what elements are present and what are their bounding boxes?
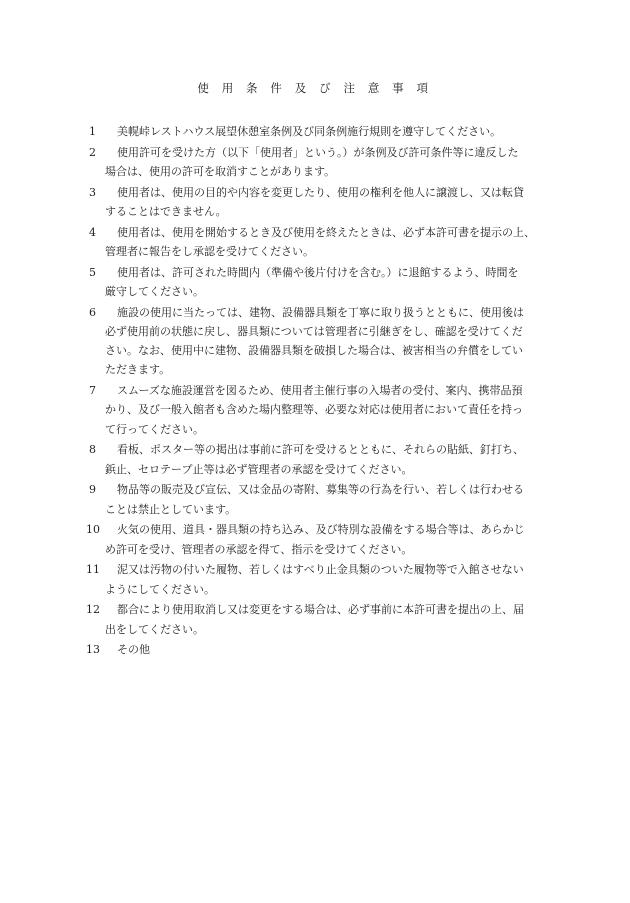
item-text-line: 使用者は、許可された時間内（準備や後片付けを含む。）に退館するよう、時間を <box>117 265 519 279</box>
item-number: 9 <box>89 483 96 497</box>
item-text-line: 物品等の販売及び宣伝、又は金品の寄附、募集等の行為を行い、若しくは行わせる <box>117 483 524 497</box>
list-item <box>0 560 630 598</box>
list-item <box>0 223 630 261</box>
item-text-line: 泥又は汚物の付いた履物、若しくはすべり止金具類のついた履物等で入館させない <box>117 563 524 577</box>
item-text <box>105 600 557 638</box>
item-text-line: その他 <box>117 643 150 657</box>
item-text-line: 必ず使用前の状態に戻し、器具類については管理者に引継ぎをし、確認を受けてくだ <box>105 325 523 338</box>
item-text-line: 看板、ポスター等の掲出は事前に許可を受けるとともに、それらの貼紙、釘打ち、 <box>117 443 524 457</box>
list-item <box>0 520 630 558</box>
item-text-line: 管理者に報告をし承認を受けてください。 <box>105 245 314 258</box>
item-number: 11 <box>86 563 100 577</box>
item-number: 4 <box>89 225 96 239</box>
item-text-line: ただきます。 <box>105 363 171 377</box>
item-text-line: さい。なお、使用中に建物、設備器具類を破損した場合は、被害相当の弁償をしてい <box>105 344 523 358</box>
item-text-line: 火気の使用、道具・器具類の持ち込み、及び特別な設備をする場合等は、あらかじ <box>117 523 525 537</box>
list-item <box>0 381 630 439</box>
item-text <box>105 560 557 598</box>
item-text-line: 場合は、使用の許可を取消すことがあります。 <box>105 165 336 178</box>
list-item <box>0 183 630 221</box>
item-text <box>105 381 557 439</box>
list-item <box>0 440 630 478</box>
item-text-line: ようにしてください。 <box>105 582 215 596</box>
page-title: 使 用 条 件 及 び 注 意 事 項 <box>197 81 433 95</box>
list-item <box>0 122 630 141</box>
item-number: 10 <box>86 523 100 537</box>
list-item <box>0 600 630 638</box>
item-text <box>105 440 557 478</box>
item-number: 1 <box>89 125 96 138</box>
item-text <box>105 143 557 181</box>
list-item <box>0 263 630 301</box>
item-text-line: 使用許可を受けた方（以下「使用者」という。）が条例及び許可条件等に違反した <box>117 145 519 159</box>
item-text-line: かり、及び一般入館者も含めた場内整理等、必要な対応は使用者において責任を持っ <box>105 403 523 417</box>
item-number: 5 <box>89 265 96 279</box>
item-text <box>105 303 557 380</box>
item-text-line: 厳守してください。 <box>105 285 204 298</box>
item-text-line: することはできません。 <box>105 205 227 218</box>
item-text-line: スムーズな施設運営を図るため、使用者主催行事の入場者の受付、案内、携帯品預 <box>117 384 523 398</box>
item-text-line: め許可を受け、管理者の承認を得て、指示を受けてください。 <box>105 542 413 556</box>
item-text-line: 使用者は、使用の目的や内容を変更したり、使用の権利を他人に譲渡し、又は転貸 <box>117 185 524 199</box>
list-item <box>0 480 630 518</box>
list-item <box>0 143 630 181</box>
item-text-line: 美幌峠レストハウス展望休憩室条例及び同条例施行規則を遵守してください。 <box>117 125 502 138</box>
item-text <box>105 183 557 221</box>
item-number: 8 <box>89 443 96 457</box>
item-text-line: 使用者は、使用を開始するとき及び使用を終えたときは、必ず本許可書を提示の上、 <box>117 225 535 239</box>
item-number: 13 <box>86 643 100 657</box>
item-text-line: て行ってください。 <box>105 422 204 436</box>
item-text <box>105 520 557 558</box>
item-text-line: ことは禁止としています。 <box>105 502 237 516</box>
item-text <box>117 640 557 659</box>
conditions-list <box>0 122 630 661</box>
item-number: 3 <box>89 185 96 199</box>
item-text <box>117 122 557 141</box>
list-item <box>0 640 630 659</box>
item-text <box>105 480 557 518</box>
item-text-line: 都合により使用取消し又は変更をする場合は、必ず事前に本許可書を提出の上、届 <box>117 603 524 617</box>
item-number: 7 <box>89 384 96 398</box>
item-text <box>105 263 557 301</box>
item-text-line: 鋲止、セロテープ止等は必ず管理者の承認を受けてください。 <box>105 462 413 476</box>
item-text-line: 出をしてください。 <box>105 622 204 636</box>
list-item <box>0 303 630 380</box>
item-text-line: 施設の使用に当たっては、建物、設備器具類を丁寧に取り扱うとともに、使用後は <box>117 305 524 319</box>
item-text <box>105 223 557 261</box>
item-number: 2 <box>89 145 96 159</box>
item-number: 6 <box>89 305 96 319</box>
item-number: 12 <box>86 603 100 617</box>
